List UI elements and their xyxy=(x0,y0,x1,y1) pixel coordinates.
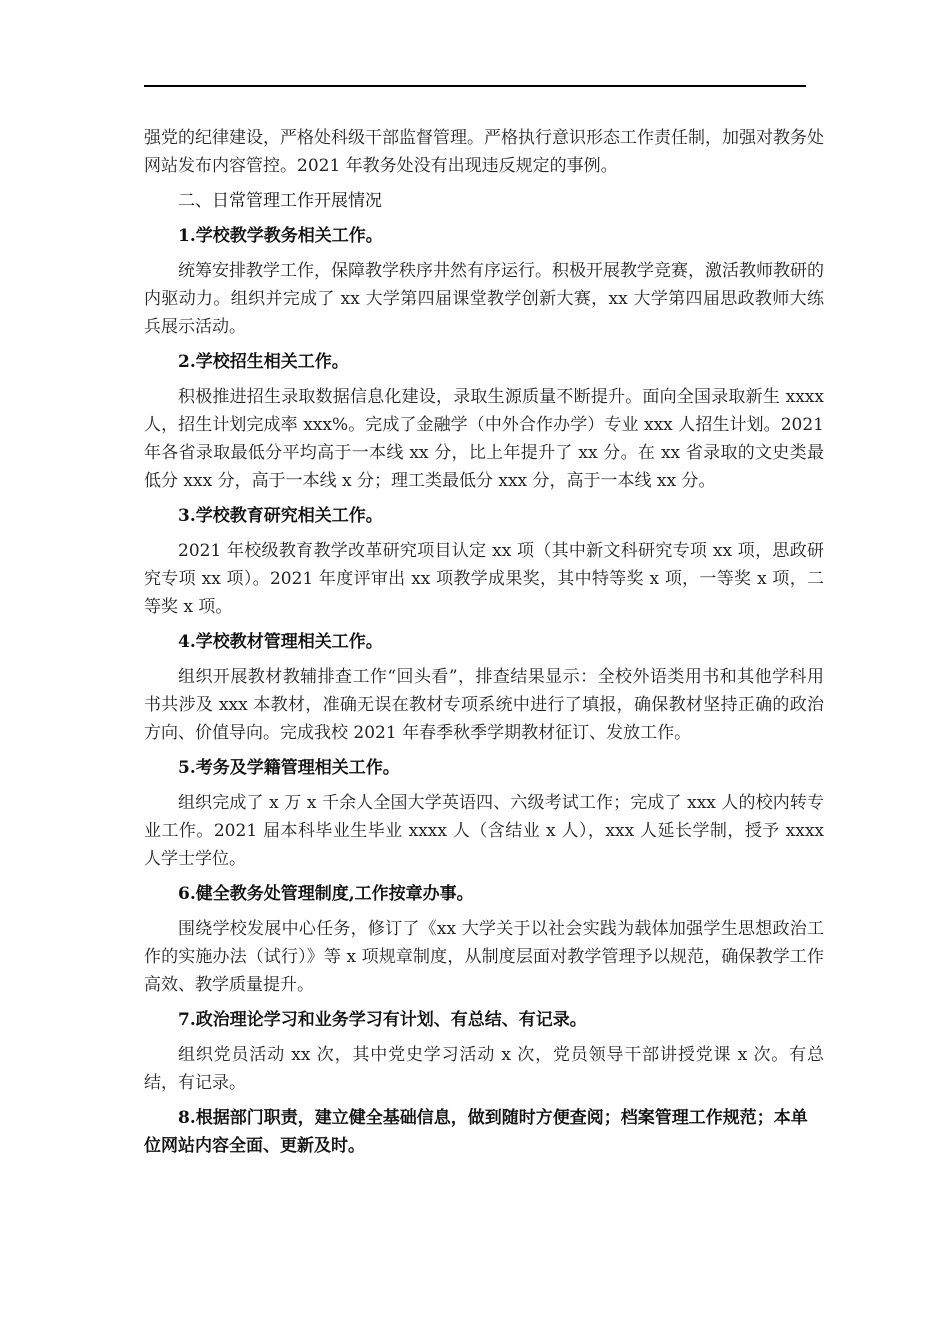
section-heading: 7.政治理论学习和业务学习有计划、有总结、有记录。 xyxy=(178,1010,587,1030)
paragraph: 围绕学校发展中心任务，修订了《xx 大学关于以社会实践为载体加强学生思想政治工作的实施办法（试行）》等 x 项规章制度，从制度层面对教学管理予以规范，确保教学工作高效、教学质量提升。 xyxy=(144,919,824,995)
paragraph: 组织党员活动 xx 次，其中党史学习活动 x 次，党员领导干部讲授党课 x 次。有总结，有记录。 xyxy=(144,1045,824,1093)
section-heading: 2.学校招生相关工作。 xyxy=(178,352,349,372)
paragraph-continued: 强党的纪律建设，严格处科级干部监督管理。严格执行意识形态工作责任制，加强对教务处网站发布内容管控。2021 年教务处没有出现违反规定的事例。 xyxy=(144,128,824,176)
section-heading: 8.根据部门职责，建立健全基础信息，做到随时方便查阅；档案管理工作规范；本单位网站内容全面、更新及时。 xyxy=(144,1108,808,1156)
document-body xyxy=(144,124,824,1167)
paragraph: 统筹安排教学工作，保障教学秩序井然有序运行。积极开展教学竞赛，激活教师教研的内驱动力。组织并完成了 xx 大学第四届课堂教学创新大赛，xx 大学第四届思政教师大练兵展示活动。 xyxy=(144,261,824,337)
paragraph: 2021 年校级教育教学改革研究项目认定 xx 项（其中新文科研究专项 xx 项，思政研究专项 xx 项）。2021 年度评审出 xx 项教学成果奖，其中特等奖 x 项，一等奖 x 项，二等奖 x 项。 xyxy=(144,541,824,617)
section-heading: 4.学校教材管理相关工作。 xyxy=(178,632,383,652)
section-heading: 5.考务及学籍管理相关工作。 xyxy=(178,758,400,778)
paragraph: 组织开展教材教辅排查工作“回头看”，排查结果显示：全校外语类用书和其他学科用书共涉及 xxx 本教材，准确无误在教材专项系统中进行了填报，确保教材坚持正确的政治方向、价值导向。完成我校 2021 年春季秋季学期教材征订、发放工作。 xyxy=(144,667,824,743)
paragraph: 组织完成了 x 万 x 千余人全国大学英语四、六级考试工作；完成了 xxx 人的校内转专业工作。2021 届本科毕业生毕业 xxxx 人（含结业 x 人），xxx 人延长学制，授予 xxxx 人学士学位。 xyxy=(144,793,824,869)
section-heading: 6.健全教务处管理制度,工作按章办事。 xyxy=(178,884,474,904)
paragraph: 积极推进招生录取数据信息化建设，录取生源质量不断提升。面向全国录取新生 xxxx 人，招生计划完成率 xxx%。完成了金融学（中外合作办学）专业 xxx 人招生计划。2021 年各省录取最低分平均高于一本线 xx 分，比上年提升了 xx 分。在 xx 省录取的文史类最低分 xxx 分，高于一本线 x 分；理工类最低分 xxx 分，高于一本线 xx 分。 xyxy=(144,387,824,491)
section-heading: 1.学校教学教务相关工作。 xyxy=(178,226,383,246)
part-heading: 二、日常管理工作开展情况 xyxy=(178,191,382,211)
header-rule xyxy=(144,85,806,87)
section-heading: 3.学校教育研究相关工作。 xyxy=(178,506,383,526)
